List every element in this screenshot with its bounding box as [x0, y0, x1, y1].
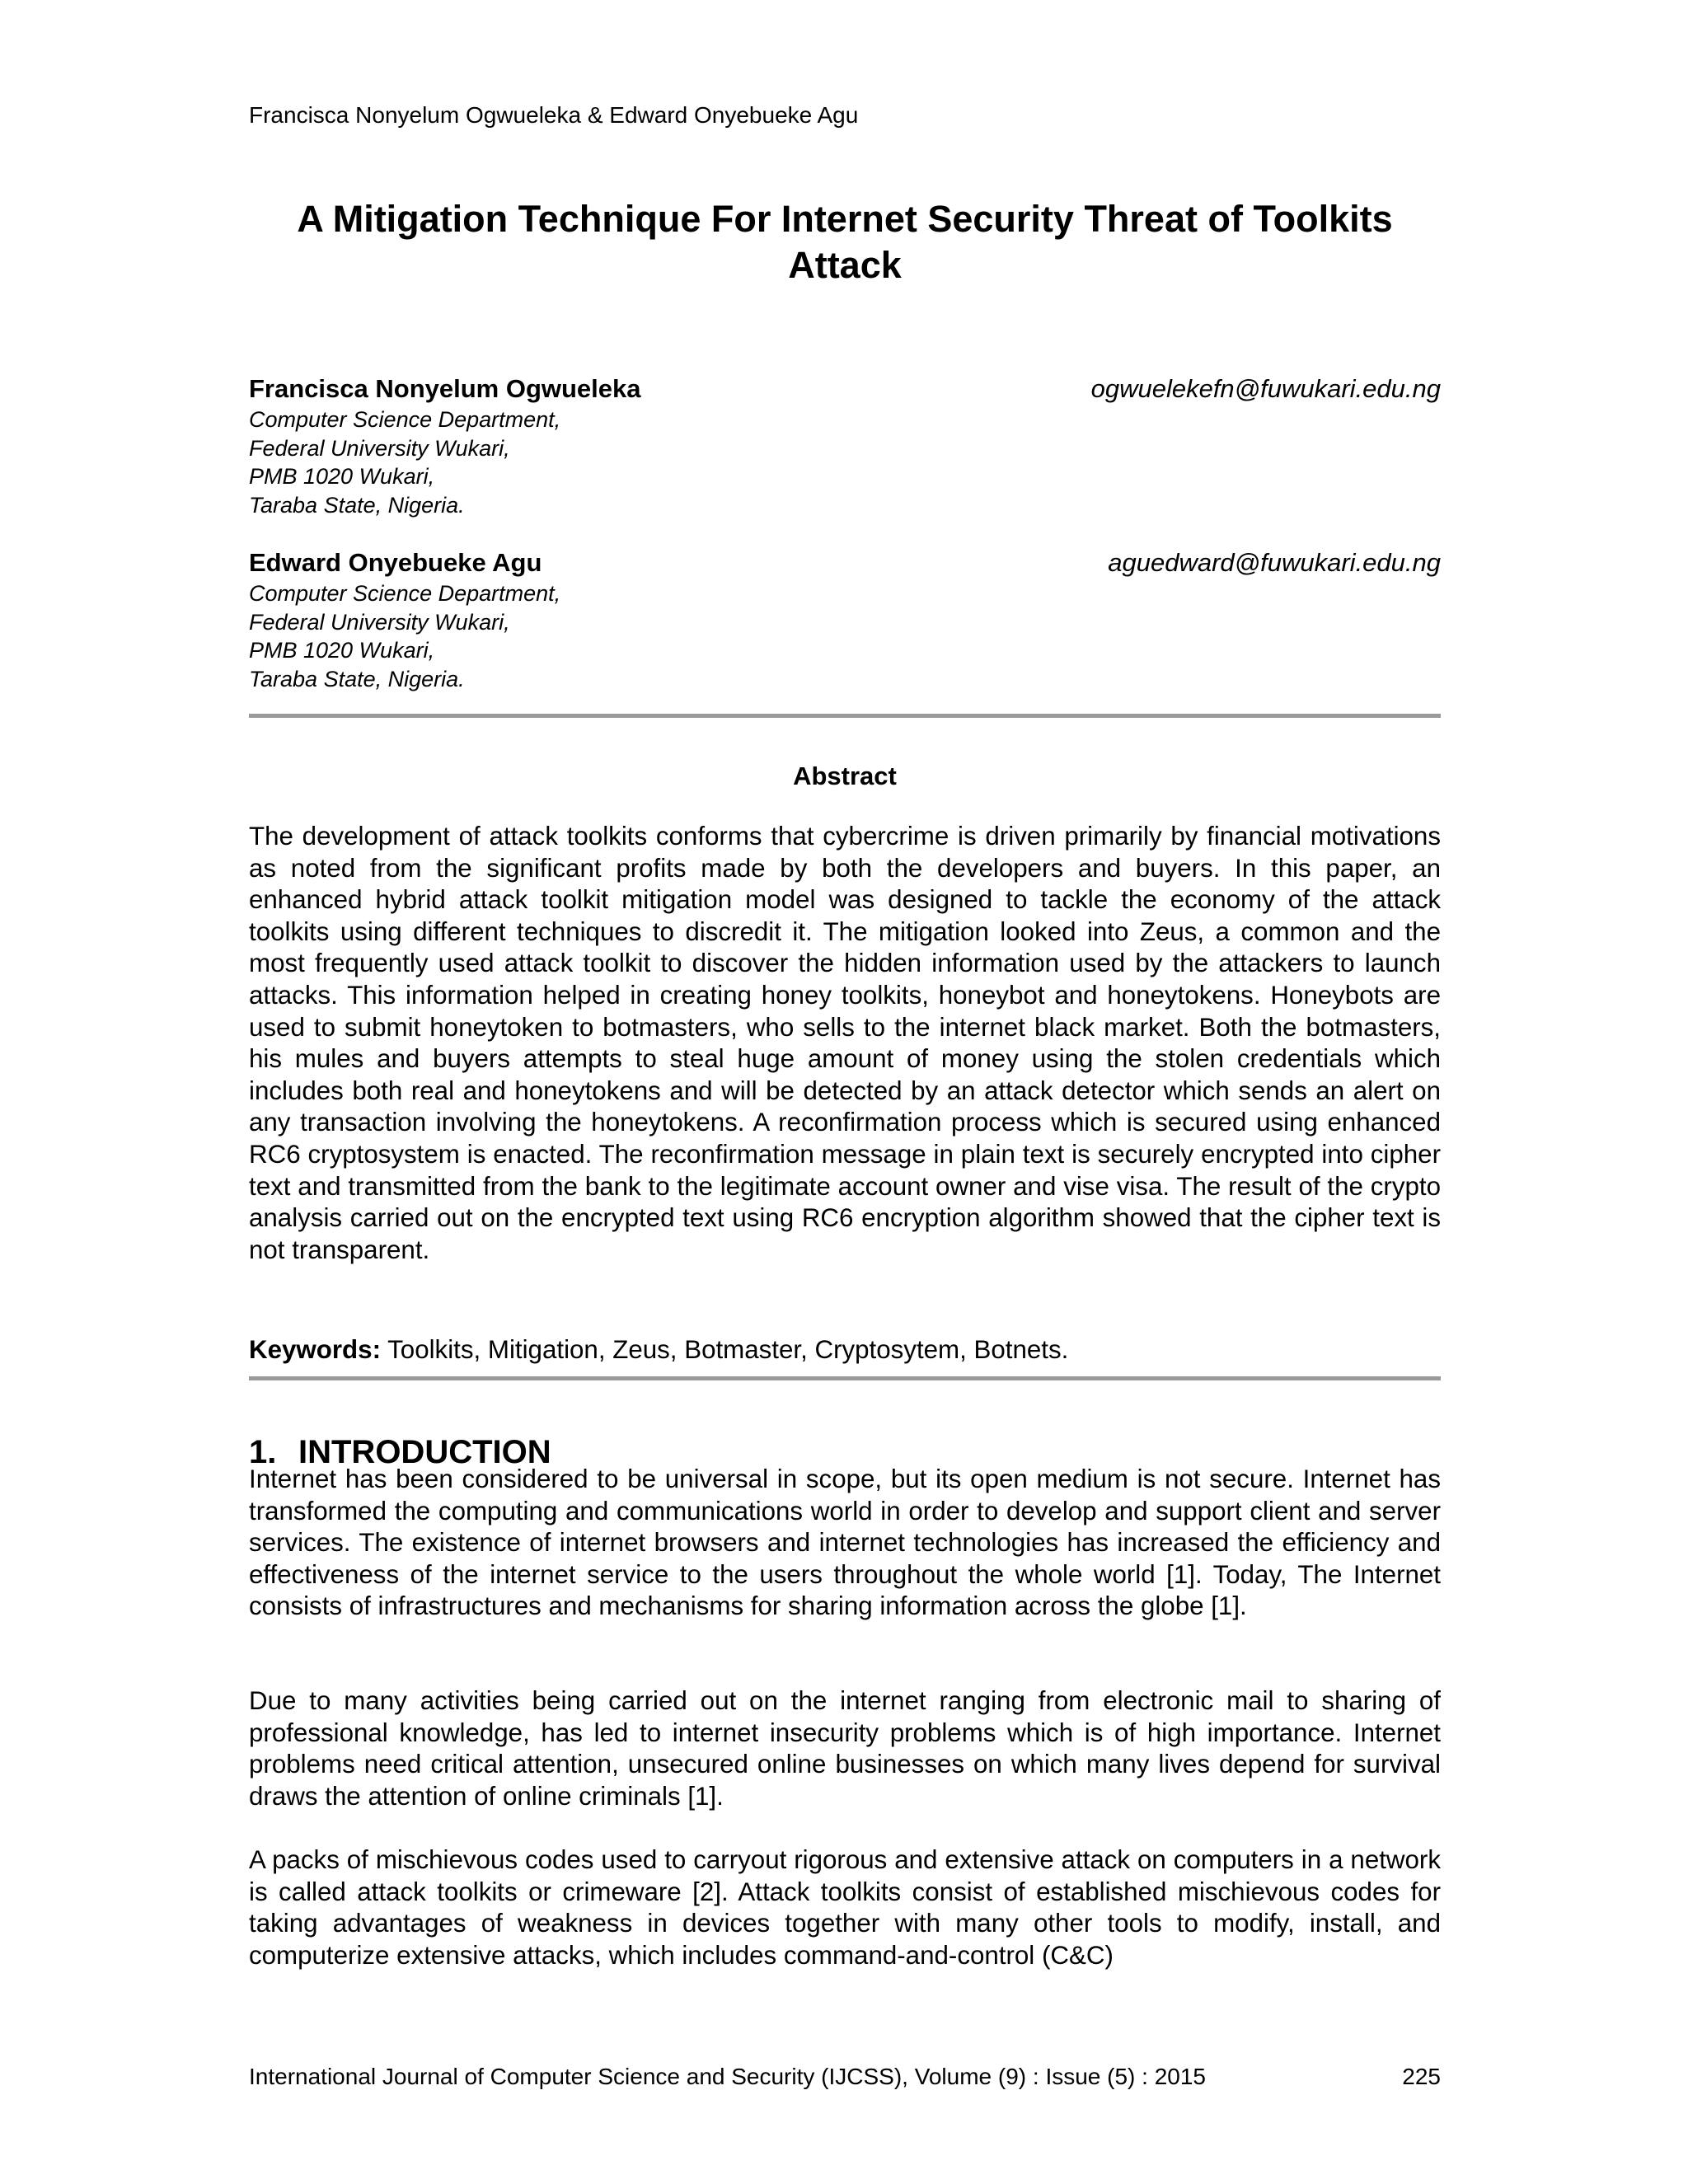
abstract-heading: Abstract — [793, 762, 897, 790]
divider-rule — [249, 1376, 1441, 1380]
affiliation-line: PMB 1020 Wukari, — [249, 638, 435, 663]
section-title: INTRODUCTION — [298, 1434, 551, 1470]
affiliation-line: PMB 1020 Wukari, — [249, 464, 435, 489]
intro-paragraph-2: Due to many activities being carried out on the internet ranging from electronic mail to sharing of professional knowledge, has led to internet insecurity problems which is of high importance. Internet problems need critical attention, unsecured online businesses on which many lives depend for survival draws the attention of online criminals [1]. — [249, 1686, 1441, 1811]
author-email: ogwuelekefn@fuwukari.edu.ng — [1090, 374, 1441, 403]
keywords-text: Toolkits, Mitigation, Zeus, Botmaster, Cryptosytem, Botnets. — [387, 1335, 1069, 1364]
keywords-label: Keywords: — [249, 1335, 381, 1364]
author-email: aguedward@fuwukari.edu.ng — [1108, 548, 1441, 577]
affiliation-line: Computer Science Department, — [249, 581, 561, 606]
author-name: Edward Onyebueke Agu — [249, 548, 542, 577]
affiliation-line: Taraba State, Nigeria. — [249, 492, 465, 518]
affiliation-line: Federal University Wukari, — [249, 435, 510, 461]
affiliation-line: Computer Science Department, — [249, 407, 561, 432]
divider-rule — [249, 714, 1441, 718]
paper-title: A Mitigation Technique For Internet Security Threat of Toolkits Attack — [297, 198, 1393, 286]
section-number: 1. — [249, 1434, 277, 1470]
affiliation-line: Federal University Wukari, — [249, 609, 510, 635]
intro-paragraph-3: A packs of mischievous codes used to carryout rigorous and extensive attack on computers in a network is called attack toolkits or crimeware [2]. Attack toolkits consist of established mischievous codes for taking advantages of weakness in devices together with many other tools to modify, install, and computerize extensive attacks, which includes command-and-control (C&C) — [249, 1845, 1441, 1970]
affiliation-line: Taraba State, Nigeria. — [249, 666, 465, 691]
abstract-text: The development of attack toolkits conforms that cybercrime is driven primarily by financial motivations as noted from the significant profits made by both the developers and buyers. In this paper, an enhanced hybrid attack toolkit mitigation model was designed to tackle the economy of the attack toolkits using different techniques to discredit it. The mitigation looked into Zeus, a common and the most frequently used attack toolkit to discover the hidden information used by the attackers to launch attacks. This information helped in creating honey toolkits, honeybot and honeytokens. Honeybots are used to submit honeytoken to botmasters, who sells to the internet black market. Both the botmasters, his mules and buyers attempts to steal huge amount of money using the stolen credentials which includes both real and honeytokens and will be detected by an attack detector which sends an alert on any transaction involving the honeytokens. A reconfirmation process which is secured using enhanced RC6 cryptosystem is enacted. The reconfirmation message in plain text is securely encrypted into cipher text and transmitted from the bank to the legitimate account owner and vise visa. The result of the crypto analysis carried out on the encrypted text using RC6 encryption algorithm showed that the cipher text is not transparent. — [249, 822, 1441, 1264]
page-footer — [249, 2060, 1441, 2093]
page-number: 225 — [1402, 2064, 1441, 2089]
running-head: Francisca Nonyelum Ogwueleka & Edward Onyebueke Agu — [249, 102, 859, 128]
footer-journal: International Journal of Computer Science and Security (IJCSS), Volume (9) : Issue (5) : 2015 — [249, 2064, 1207, 2089]
intro-paragraph-1: Internet has been considered to be universal in scope, but its open medium is not secure. Internet has transformed the computing and communications world in order to develop and support client and server services. The existence of internet browsers and internet technologies has increased the efficiency and effectiveness of the internet service to the users throughout the whole world [1]. Today, The Internet consists of infrastructures and mechanisms for sharing information across the globe [1]. — [249, 1465, 1441, 1621]
keywords — [249, 1333, 1441, 1366]
author-block-1 — [249, 373, 1441, 519]
author-name: Francisca Nonyelum Ogwueleka — [249, 374, 641, 403]
author-block-2 — [249, 546, 1441, 693]
